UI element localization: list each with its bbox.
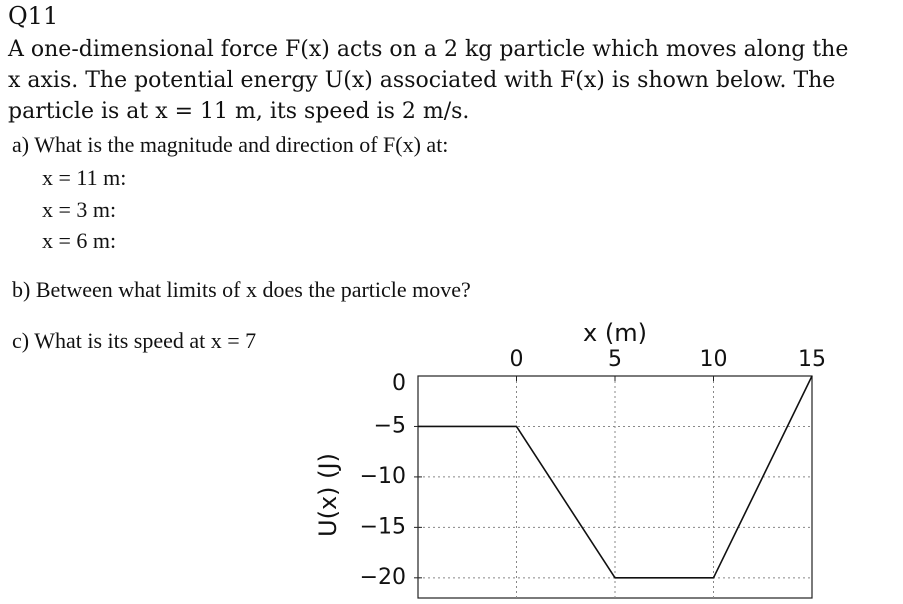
part-a-item: x = 3 m: (42, 197, 117, 222)
x-tick-label: 0 (509, 347, 524, 372)
question-number: Q11 (8, 2, 59, 30)
intro-line: A one-dimensional force F(x) acts on a 2 kg particle which moves along the (8, 37, 849, 62)
x-axis-label: x (m) (583, 319, 647, 347)
part-b-question: b) Between what limits of x does the particle move? (12, 277, 471, 302)
x-tick-label: 15 (798, 347, 826, 372)
y-tick-label: −10 (359, 463, 406, 489)
part-a-question: a) What is the magnitude and direction of F(x) at: (12, 132, 449, 157)
y-tick-label: 0 (392, 371, 406, 396)
x-tick-label: 10 (699, 347, 728, 372)
y-tick-label: −5 (373, 413, 406, 439)
y-tick-label: −15 (359, 514, 406, 540)
part-c-question: c) What is its speed at x = 7 (12, 328, 257, 353)
x-tick-label: 5 (608, 347, 622, 372)
part-a-item: x = 6 m: (42, 228, 117, 253)
intro-line: x axis. The potential energy U(x) associated with F(x) is shown below. The (8, 68, 836, 93)
intro-line: particle is at x = 11 m, its speed is 2 m/s. (8, 99, 470, 124)
part-a-item: x = 11 m: (42, 165, 127, 190)
y-tick-label: −20 (359, 564, 406, 590)
y-axis-label: U(x) (J) (314, 453, 342, 537)
